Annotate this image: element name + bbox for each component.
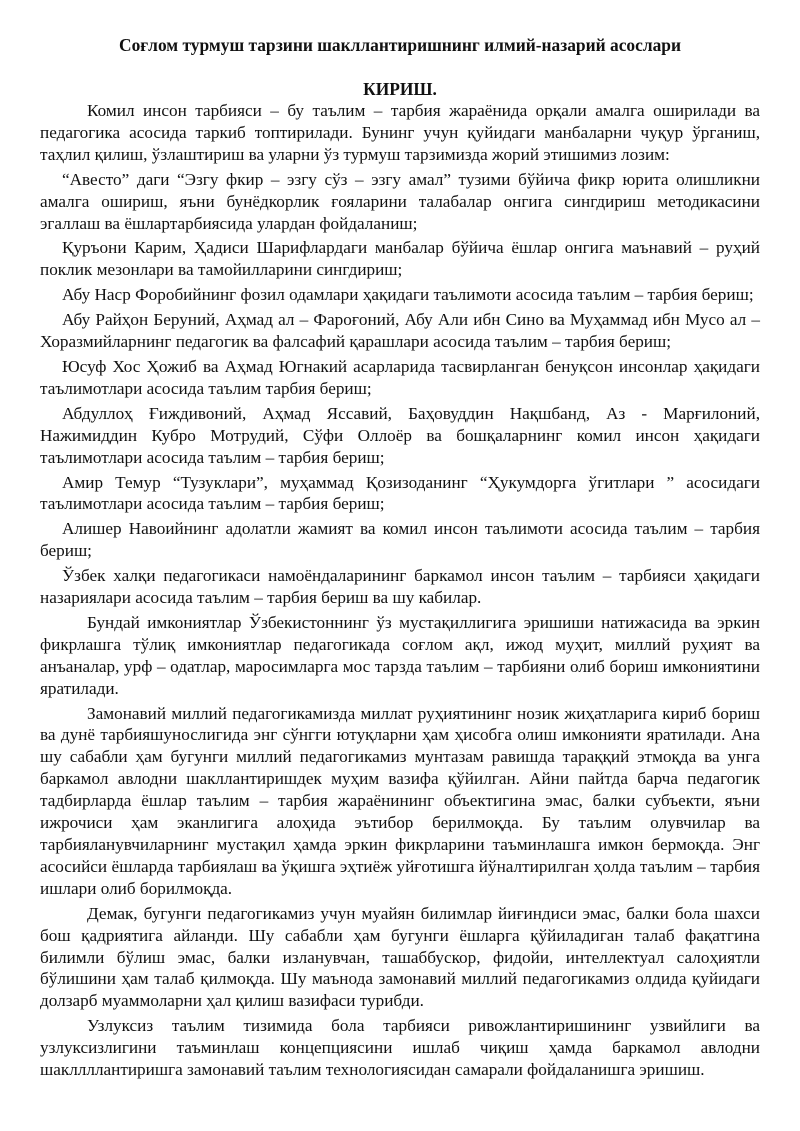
list-item-uzbek-pedagogy: Ўзбек халқи педагогикаси намоёндаларининг баркамол инсон таълим – тарбияси ҳақидаги назариялари асосида таълим – тарбия бериш ва шу кабилар.	[40, 566, 760, 608]
list-item-temur: Амир Темур “Тузуклари”, муҳаммад Қозизоданинг “Ҳукумдорга ўгитлари ” асосидаги таълимотлари асосида таълим – тарбия бериш;	[40, 472, 760, 514]
list-item-gijduvoni: Абдуллоҳ Ғиждивоний, Аҳмад Яссавий, Баҳовуддин Нақшбанд, Аз - Марғилоний, Нажимиддин Кубро Мотрудий, Сўфи Оллоёр ва бошқаларнинг комил инсон ҳақидаги таълимотлари асосида таълим – тарбия бериш;	[40, 403, 760, 467]
paragraph-opportunities: Бундай имкониятлар Ўзбекистоннинг ўз мустақиллигига эришиши натижасида ва эркин фикрлашга тўлиқ имкониятлар педагогикада соғлом ақл, ижод муҳит, миллий руҳият ва анъаналар, урф – одатлар, маросимларга мос тарзда таълим – тарбияни олиб бориш имкониятини яратилади.	[40, 612, 760, 698]
paragraph-therefore: Демак, бугунги педагогикамиз учун муайян билимлар йиғиндиси эмас, балки бола шахси бош қадриятига айланди. Шу сабабли ҳам бугунги ёшларга қўйиладиган талаб фақатгина билимли бўлиш эмас, балки изланувчан, ташаббускор, фидойи, интеллектуал салоҳиятли бўлишини ҳам талаб қилмоқда. Шу маънода замонавий миллий педагогикамиз олдида қуйидаги долзарб муаммоларни ҳал қилиш вазифаси турибди.	[40, 903, 760, 1011]
document-title: Соғлом турмуш тарзини шакллантиришнинг илмий-назарий асослари	[119, 35, 681, 55]
paragraph-continuous-education: Узлуксиз таълим тизимида бола тарбияси ривожлантиришининг узвийлиги ва узлуксизлигини таъминлаш концепциясини ишлаб чиқиш ҳамда баркамол авлодни шакллллантиришга замонавий таълим технологиясидан самарали фойдаланишга эришиш.	[40, 1016, 760, 1080]
list-item-beruni: Абу Райҳон Беруний, Аҳмад ал – Фароғоний, Абу Али ибн Сино ва Муҳаммад ибн Мусо ал – Хоразмийларнинг педагогик ва фалсафий қарашлари асосида таълим – тарбия бериш;	[40, 310, 760, 352]
list-item-quran: Қуръони Карим, Ҳадиси Шарифлардаги манбалар бўйича ёшлар онгига маънавий – руҳий поклик мезонлари ва тамойилларини сингдириш;	[40, 238, 760, 280]
paragraph-modern-pedagogy: Замонавий миллий педагогикамизда миллат руҳиятининг нозик жиҳатларига кириб бориш ва дунё тарбияшунослигида энг сўнгги ютуқларни ҳам ҳисобга олиш имконияти яратилади. Ана шу сабабли ҳам бугунги миллий педагогикамиз мунтазам равишда тараққий этмоқда ва унга баркамол авлодни шакллантиришдек муҳим вазифа қўйилган. Айни пайтда барча педагогик тадбирларда ёшлар таълим – тарбия жараёнининг объектигина эмас, балки субъекти, яъни ижрочиси ҳам эканлигига алоҳида эътибор берилмоқда. Бу таълим олувчилар ва тарбияланувчиларнинг мустақил ҳамда эркин фикрларини таъминлашга имкон бермоқда. Энг асосийси ёшларда тарбиялаш ва ўқишга эҳтиёж уйғотишга йўналтирилган ҳолда таълим – тарбия ишлари олиб борилмоқда.	[40, 703, 760, 898]
list-item-navoi: Алишер Навоийнинг адолатли жамият ва комил инсон таълимоти асосида таълим – тарбия бериш;	[40, 519, 760, 561]
list-item-farobi: Абу Наср Форобийнинг фозил одамлари ҳақидаги таълимоти асосида таълим – тарбия бериш;	[62, 285, 754, 305]
paragraph-intro: Комил инсон тарбияси – бу таълим – тарбия жараёнида орқали амалга оширилади ва педагогика асосида таркиб топтирилади. Бунинг учун қуйидаги манбаларни чуқур ўрганиш, таҳлил қилиш, ўзлаштириш ва уларни ўз турмуш тарзимизда жорий этишимиз лозим:	[40, 101, 760, 164]
list-item-avesto: “Авесто” даги “Эзгу фкир – эзгу сўз – эзгу амал” тузими бўйича фикр юрита олишликни амалга ошириш, яъни бунёдкорлик ғояларини талабалар онгига сингдириш методикасини эгаллаш ва ёшлартарбиясида улардан фойдаланиш;	[40, 169, 760, 233]
list-item-yusuf: Юсуф Хос Ҳожиб ва Аҳмад Югнакий асарларида тасвирланган бенуқсон инсонлар ҳақидаги таълимотлари асосида таълим тарбия бериш;	[40, 356, 760, 398]
section-heading: КИРИШ.	[363, 79, 437, 99]
